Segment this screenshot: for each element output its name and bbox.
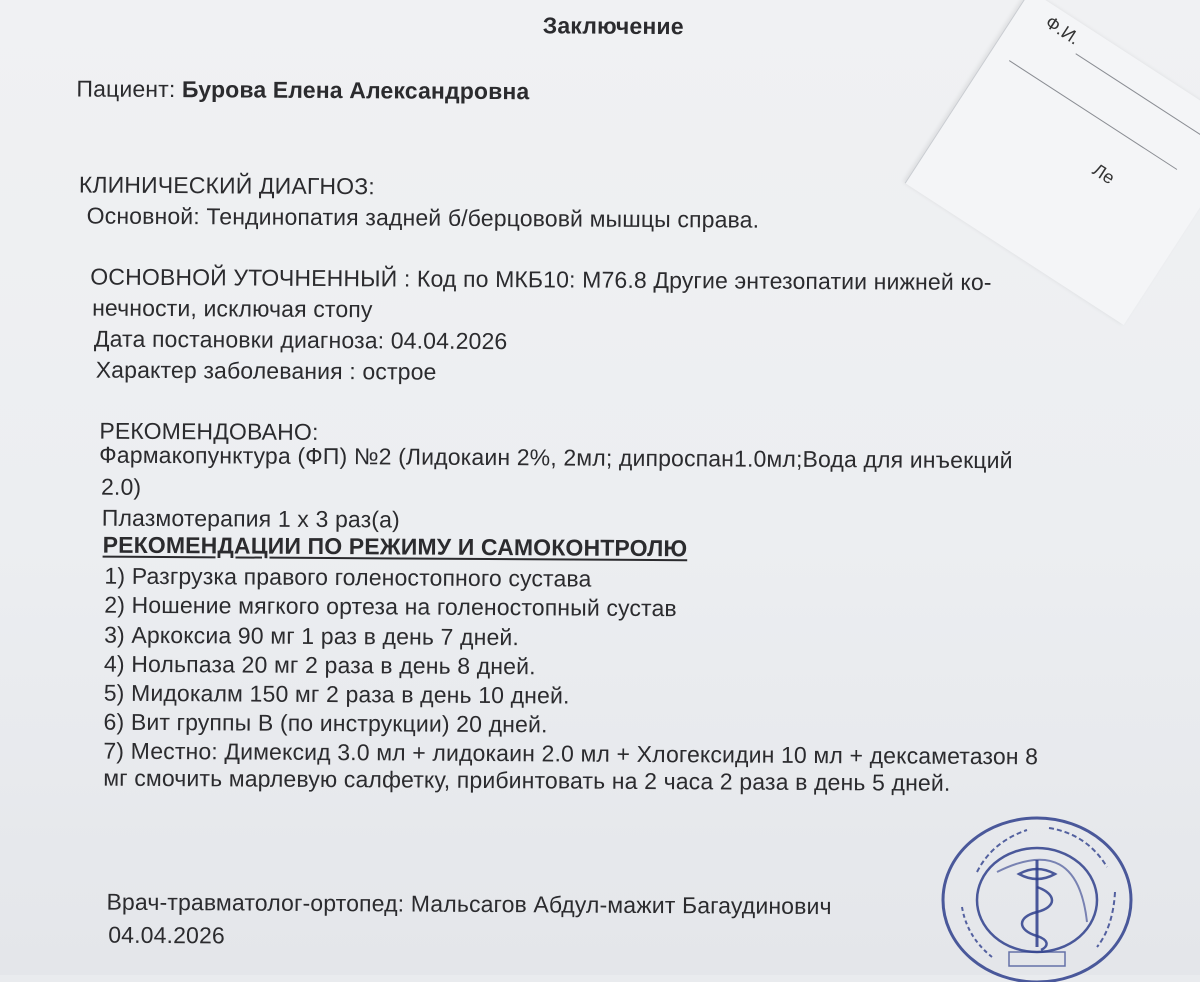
diagnosis-date: Дата постановки диагноза: 04.04.2026 (93, 325, 508, 355)
recommendation-item: 7) Местно: Димексид 3.0 мл + лидокаин 2.0 мл + Хлогексидин 10 мл + дексаметазон 8 (103, 737, 1039, 770)
disease-character: Характер заболевания : острое (95, 356, 437, 385)
corner-sheet-label: Ф.И. (1041, 11, 1084, 49)
recommendation-item: 5) Мидокалм 150 мг 2 раза в день 10 дней. (103, 679, 570, 709)
plasmotherapy: Плазмотерапия 1 х 3 раз(а) (101, 504, 400, 533)
recommendation-item: 3) Аркоксиа 90 мг 1 раз в день 7 дней. (104, 621, 520, 651)
clinical-diagnosis-heading: КЛИНИЧЕСКИЙ ДИАГНОЗ: (78, 171, 375, 200)
corner-sheet-rule (1009, 60, 1177, 170)
refined-diagnosis-line1: ОСНОВНОЙ УТОЧНЕННЫЙ : Код по МКБ10: M76.8 Другие энтезопатии нижней ко- (90, 263, 992, 296)
recommendation-item: 1) Разгрузка правого голеностопного сустава (104, 562, 592, 592)
signature-date: 04.04.2026 (108, 921, 225, 949)
patient-name: Бурова Елена Александровна (181, 76, 530, 105)
corner-sheet-label: Ле (1089, 159, 1119, 189)
refined-diagnosis-line2: нечности, исключая стопу (92, 294, 373, 323)
recommended-heading: РЕКОМЕНДОВАНО: (99, 417, 319, 445)
main-diagnosis: Основной: Тендинопатия задней б/берцововй мышцы справа. (86, 202, 760, 233)
pharmacopuncture-line1: Фармакопунктура (ФП) №2 (Лидокаин 2%, 2мл; дипроспан1.0мл;Вода для инъекций (99, 441, 1013, 474)
pharmacopuncture-line2: 2.0) (100, 473, 142, 500)
doctor-signature: Врач-травматолог-ортопед: Мальсагов Абдул-мажит Багаудинович (106, 888, 832, 920)
patient-row (76, 74, 529, 105)
patient-label: Пациент: (76, 75, 176, 103)
clinic-stamp (937, 812, 1137, 982)
recommendation-item: 4) Нольпаза 20 мг 2 раза в день 8 дней. (103, 650, 536, 680)
recommendation-item: 2) Ношение мягкого ортеза на голеностопный сустав (104, 591, 677, 622)
regime-heading: РЕКОМЕНДАЦИИ ПО РЕЖИМУ И САМОКОНТРОЛЮ (102, 531, 688, 562)
recommendation-item: 6) Вит группы В (по инструкции) 20 дней. (103, 708, 548, 738)
recommendation-item: мг смочить марлевую салфетку, прибинтовать на 2 часа 2 раза в день 5 дней. (103, 764, 951, 796)
document-title: Заключение (542, 12, 684, 40)
